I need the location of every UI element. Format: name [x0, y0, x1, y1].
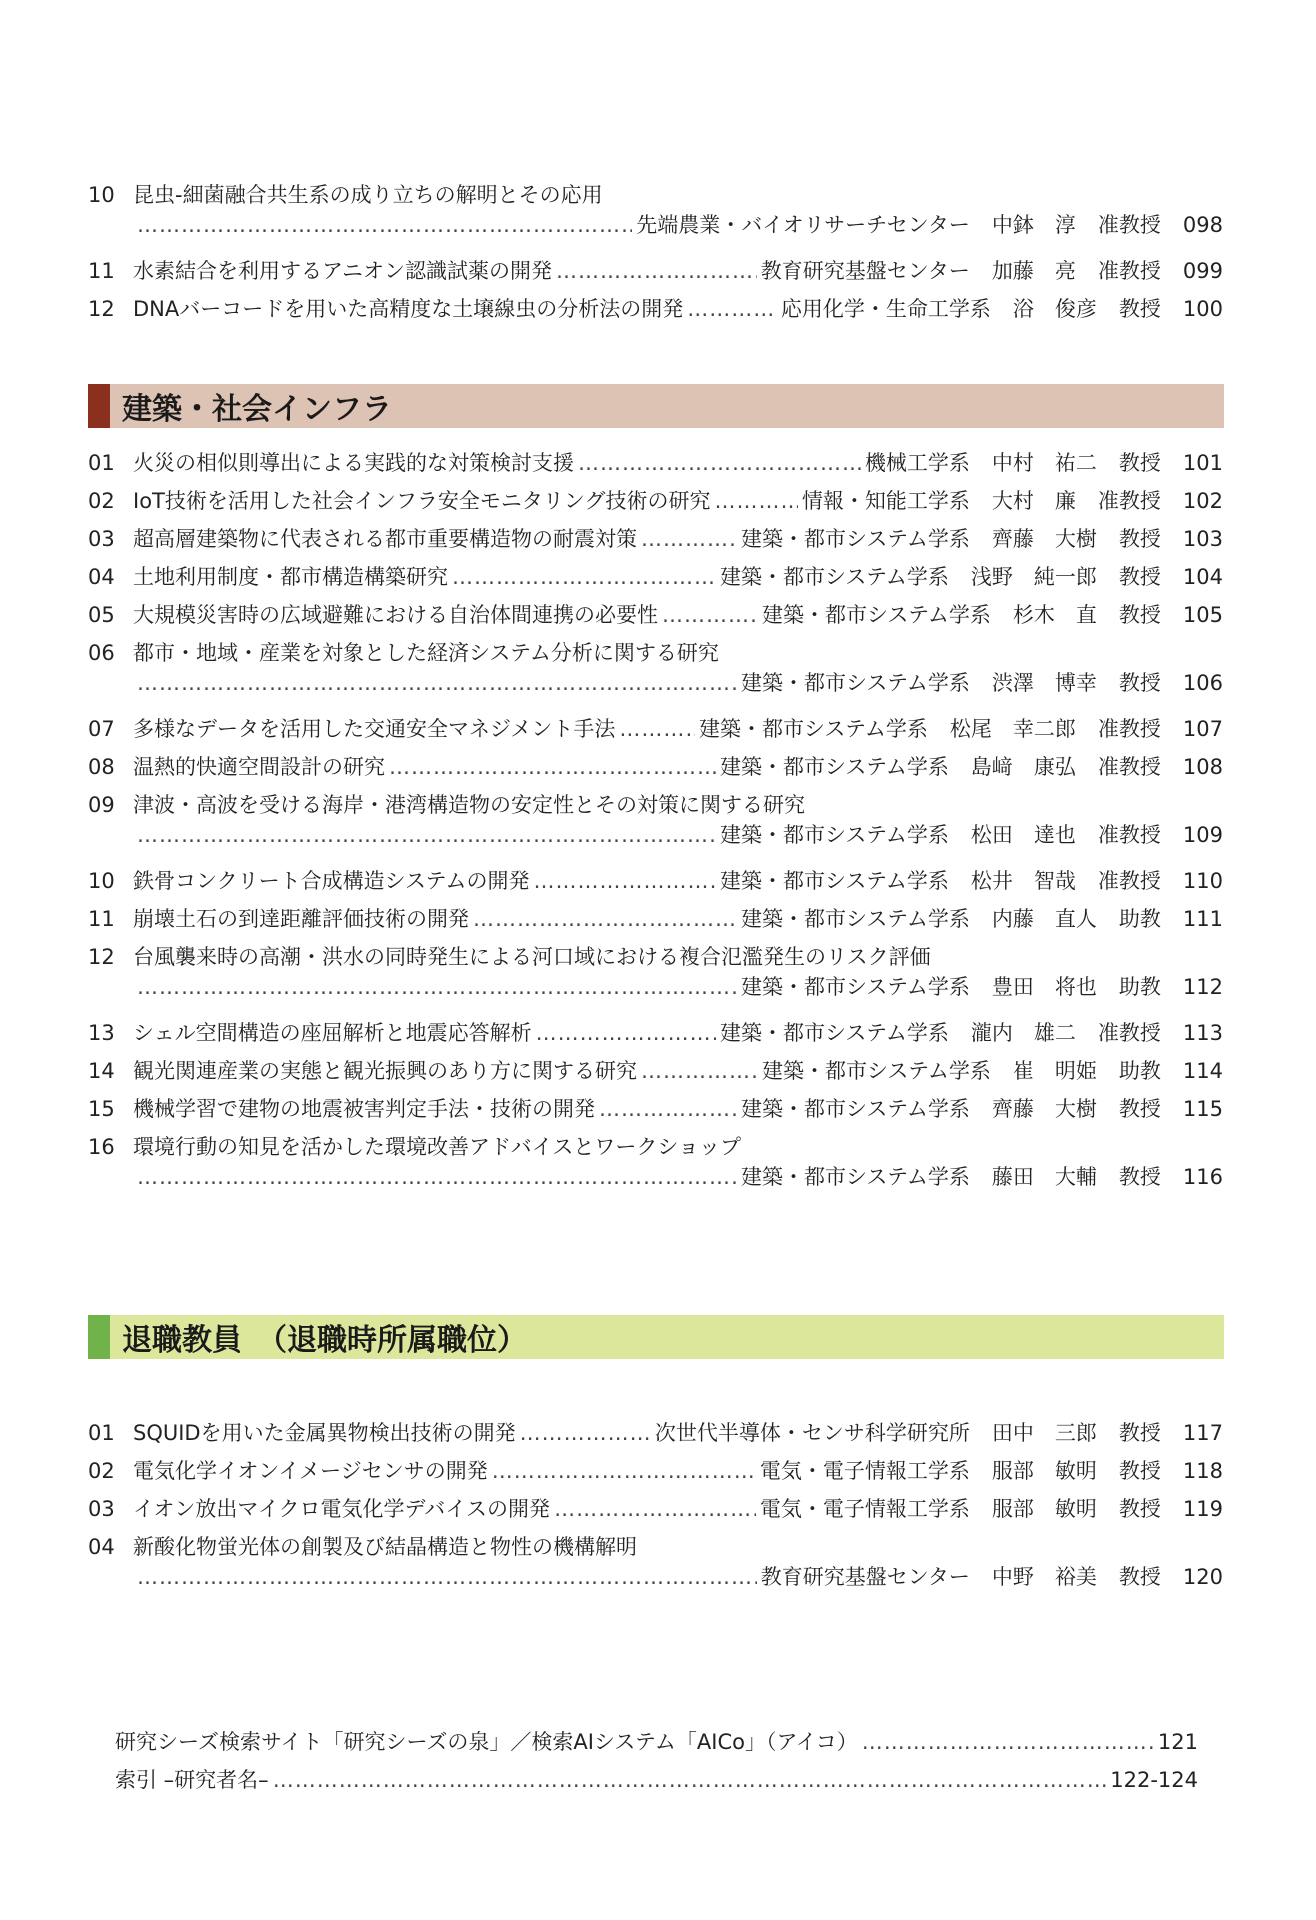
toc-entry[interactable] — [88, 713, 1223, 743]
rank: 准教授 — [1097, 213, 1161, 237]
entry-line — [88, 903, 1223, 933]
entry-line — [88, 561, 1223, 591]
entry-meta — [741, 971, 1223, 1001]
researcher-name: 服部 敏明 — [991, 1497, 1097, 1521]
rank: 教授 — [1118, 565, 1161, 589]
page-number: 116 — [1182, 1165, 1223, 1189]
rank: 准教授 — [1097, 717, 1161, 741]
page-number: 112 — [1182, 975, 1223, 999]
researcher-name: 浴 俊彦 — [1012, 297, 1097, 321]
entry-number: 07 — [88, 717, 115, 741]
entry-line — [88, 1093, 1223, 1123]
page-number: 110 — [1182, 869, 1223, 893]
entry-title: IoT技術を活用した社会インフラ安全モニタリング技術の研究 — [133, 489, 711, 513]
toc-entry[interactable] — [88, 1055, 1223, 1085]
entry-number: 01 — [88, 451, 115, 475]
page-number: 119 — [1182, 1497, 1223, 1521]
entry-meta — [720, 751, 1223, 781]
entry-title: 昆虫-細菌融合共生系の成り立ちの解明とその応用 — [133, 183, 603, 207]
toc-entry[interactable] — [88, 179, 1223, 239]
heading-accent-bar — [88, 384, 110, 428]
rank: 教授 — [1118, 527, 1161, 551]
leader-dots — [641, 527, 737, 551]
page-number: 101 — [1182, 451, 1223, 475]
researcher-name: 瀧内 雄二 — [970, 1021, 1076, 1045]
rank: 教授 — [1118, 1097, 1161, 1121]
rank: 教授 — [1118, 1165, 1161, 1189]
entry-number: 10 — [88, 869, 115, 893]
entry-number: 03 — [88, 1497, 115, 1521]
leader-dots — [273, 1768, 1107, 1792]
entry-meta — [741, 667, 1223, 697]
toc-entry[interactable] — [88, 751, 1223, 781]
section-title: 建築・社会インフラ — [122, 392, 392, 427]
page-number: 102 — [1182, 489, 1223, 513]
toc-entry[interactable] — [88, 1455, 1223, 1485]
entry-meta — [720, 865, 1223, 895]
footer-label: 研究シーズ検索サイト「研究シーズの泉」／検索AIシステム「AICo」（アイコ） — [115, 1730, 858, 1754]
entry-title: SQUIDを用いた金属異物検出技術の開発 — [133, 1421, 516, 1445]
entry-line — [88, 599, 1223, 629]
toc-entry[interactable] — [88, 1131, 1223, 1191]
researcher-name: 崔 明姫 — [1012, 1059, 1097, 1083]
toc-entry[interactable] — [88, 941, 1223, 1001]
department: 建築・都市システム学系 — [720, 565, 949, 589]
entry-meta — [865, 447, 1223, 477]
page-number: 114 — [1182, 1059, 1223, 1083]
entry-meta — [741, 523, 1223, 553]
entry-title-line — [88, 637, 1223, 667]
researcher-name: 中村 祐二 — [991, 451, 1097, 475]
entry-meta — [636, 209, 1223, 239]
entry-line — [88, 485, 1223, 515]
entry-line — [88, 1493, 1223, 1523]
page-number: 122-124 — [1110, 1768, 1198, 1792]
page-number: 111 — [1182, 907, 1223, 931]
entry-line — [88, 865, 1223, 895]
entry-number: 12 — [88, 945, 115, 969]
toc-entry[interactable] — [88, 903, 1223, 933]
toc-entry[interactable] — [88, 789, 1223, 849]
toc-entry[interactable] — [88, 1493, 1223, 1523]
entry-title: DNAバーコードを用いた高精度な土壌線虫の分析法の開発 — [133, 297, 684, 321]
rank: 准教授 — [1097, 259, 1161, 283]
entry-number: 09 — [88, 793, 115, 817]
toc-entry[interactable] — [88, 447, 1223, 477]
leader-dots — [452, 565, 716, 589]
heading-accent-bar — [88, 1315, 110, 1359]
entry-title: 津波・高波を受ける海岸・港湾構造物の安定性とその対策に関する研究 — [133, 793, 805, 817]
leader-dots — [520, 1421, 651, 1445]
leader-dots — [536, 1021, 716, 1045]
entry-line — [88, 1417, 1223, 1447]
entry-detail-line — [88, 1561, 1223, 1591]
page-number: 120 — [1182, 1565, 1223, 1589]
researcher-name: 大村 廉 — [991, 489, 1076, 513]
entry-title: 水素結合を利用するアニオン認識試薬の開発 — [133, 259, 552, 283]
entry-title-line — [88, 179, 1223, 209]
section-heading-infra — [88, 384, 1224, 428]
rank: 教授 — [1118, 451, 1161, 475]
entry-number: 14 — [88, 1059, 115, 1083]
department: 建築・都市システム学系 — [720, 869, 949, 893]
researcher-name: 浅野 純一郎 — [970, 565, 1097, 589]
entry-detail-line — [88, 819, 1223, 849]
toc-entry[interactable] — [88, 1093, 1223, 1123]
entry-meta — [761, 255, 1223, 285]
toc-entry[interactable] — [88, 485, 1223, 515]
department: 建築・都市システム学系 — [741, 1165, 970, 1189]
rank: 准教授 — [1097, 1021, 1161, 1045]
entry-meta — [741, 1093, 1223, 1123]
entry-title: 観光関連産業の実態と観光振興のあり方に関する研究 — [133, 1059, 637, 1083]
page-number: 104 — [1182, 565, 1223, 589]
researcher-name: 島﨑 康弘 — [970, 755, 1076, 779]
toc-entry[interactable] — [88, 255, 1223, 285]
entry-line — [88, 447, 1223, 477]
department: 教育研究基盤センター — [760, 1565, 970, 1589]
entry-meta — [802, 485, 1223, 515]
entry-meta — [720, 561, 1223, 591]
department: 教育研究基盤センター — [760, 259, 970, 283]
entry-number: 04 — [88, 565, 115, 589]
page-number: 115 — [1182, 1097, 1223, 1121]
page-number: 107 — [1182, 717, 1223, 741]
toc-entry[interactable] — [88, 637, 1223, 697]
entry-meta — [761, 1561, 1223, 1591]
entry-number: 01 — [88, 1421, 115, 1445]
entry-title: 超高層建築物に代表される都市重要構造物の耐震対策 — [133, 527, 637, 551]
leader-dots — [556, 259, 757, 283]
leader-dots — [599, 1097, 737, 1121]
researcher-name: 中鉢 淳 — [991, 213, 1076, 237]
entry-number: 13 — [88, 1021, 115, 1045]
toc-entry[interactable] — [88, 1017, 1223, 1047]
department: 建築・都市システム学系 — [720, 823, 949, 847]
entry-title: 都市・地域・産業を対象とした経済システム分析に関する研究 — [133, 641, 719, 665]
entry-title-line — [88, 789, 1223, 819]
rank: 教授 — [1118, 1565, 1161, 1589]
department: 建築・都市システム学系 — [741, 527, 970, 551]
leader-dots — [641, 1059, 758, 1083]
department: 建築・都市システム学系 — [762, 1059, 991, 1083]
rank: 教授 — [1118, 1459, 1161, 1483]
entry-title-line — [88, 1531, 1223, 1561]
page-number: 098 — [1182, 213, 1223, 237]
entry-title: イオン放出マイクロ電気化学デバイスの開発 — [133, 1497, 551, 1521]
department: 機械工学系 — [864, 451, 970, 475]
researcher-name: 齊藤 大樹 — [991, 1097, 1097, 1121]
entry-line — [88, 751, 1223, 781]
department: 建築・都市システム学系 — [699, 717, 928, 741]
researcher-name: 中野 裕美 — [991, 1565, 1097, 1589]
researcher-name: 松尾 幸二郎 — [949, 717, 1076, 741]
entry-number: 02 — [88, 489, 115, 513]
section-title: 退職教員 （退職時所属職位） — [122, 1323, 527, 1358]
entry-title: 土地利用制度・都市構造構築研究 — [133, 565, 448, 589]
entry-title: 火災の相似則導出による実践的な対策検討支援 — [133, 451, 574, 475]
rank: 准教授 — [1097, 489, 1161, 513]
entry-number: 16 — [88, 1135, 115, 1159]
entry-title: 環境行動の知見を活かした環境改善アドバイスとワークショップ — [133, 1135, 741, 1159]
page-number: 118 — [1182, 1459, 1223, 1483]
rank: 准教授 — [1097, 755, 1161, 779]
entry-number: 12 — [88, 297, 115, 321]
toc-entry[interactable] — [88, 561, 1223, 591]
page-number: 106 — [1182, 671, 1223, 695]
leader-dots — [137, 1165, 737, 1189]
leader-dots — [687, 297, 777, 321]
entry-line — [88, 1455, 1223, 1485]
department: 応用化学・生命工学系 — [780, 297, 991, 321]
entry-title-line — [88, 1131, 1223, 1161]
entry-title: 新酸化物蛍光体の創製及び結晶構造と物性の機構解明 — [133, 1535, 637, 1559]
page-number: 100 — [1182, 297, 1223, 321]
leader-dots — [578, 451, 861, 475]
entry-number: 04 — [88, 1535, 115, 1559]
leader-dots — [137, 975, 737, 999]
leader-dots — [137, 671, 737, 695]
entry-line — [88, 523, 1223, 553]
entry-number: 08 — [88, 755, 115, 779]
toc-entry[interactable] — [88, 599, 1223, 629]
footer-label: 索引 –研究者名– — [115, 1768, 269, 1792]
department: 建築・都市システム学系 — [720, 755, 949, 779]
page-number: 109 — [1182, 823, 1223, 847]
researcher-name: 豊田 将也 — [991, 975, 1097, 999]
rank: 助教 — [1118, 907, 1161, 931]
entry-number: 11 — [88, 259, 115, 283]
entry-title: 温熱的快適空間設計の研究 — [133, 755, 385, 779]
entry-meta — [655, 1417, 1223, 1447]
entry-number: 11 — [88, 907, 115, 931]
researcher-name: 齊藤 大樹 — [991, 527, 1097, 551]
page-number: 099 — [1182, 259, 1223, 283]
toc-entry[interactable] — [88, 1417, 1223, 1447]
leader-dots — [662, 603, 758, 627]
entry-number: 15 — [88, 1097, 115, 1121]
entry-number: 10 — [88, 183, 115, 207]
rank: 教授 — [1118, 1497, 1161, 1521]
researcher-name: 内藤 直人 — [991, 907, 1097, 931]
toc-entry[interactable] — [88, 1531, 1223, 1591]
entry-meta — [762, 1055, 1223, 1085]
entry-line — [88, 1055, 1223, 1085]
footer-index-line[interactable] — [115, 1764, 1198, 1794]
rank: 教授 — [1118, 297, 1161, 321]
department: 建築・都市システム学系 — [762, 603, 991, 627]
leader-dots — [619, 717, 695, 741]
entry-number: 06 — [88, 641, 115, 665]
section-heading-retired — [88, 1315, 1224, 1359]
department: 建築・都市システム学系 — [741, 975, 970, 999]
department: 建築・都市システム学系 — [741, 1097, 970, 1121]
department: 先端農業・バイオリサーチセンター — [636, 213, 970, 237]
entry-line — [88, 1017, 1223, 1047]
entry-title: 鉄骨コンクリート合成構造システムの開発 — [133, 869, 530, 893]
entry-meta — [741, 1161, 1223, 1191]
entry-line — [88, 255, 1223, 285]
rank: 准教授 — [1097, 823, 1161, 847]
entry-meta — [720, 819, 1223, 849]
researcher-name: 松井 智哉 — [970, 869, 1076, 893]
entry-meta — [760, 1455, 1223, 1485]
toc-entry[interactable] — [88, 293, 1223, 323]
entry-title: 多様なデータを活用した交通安全マネジメント手法 — [133, 717, 616, 741]
researcher-name: 服部 敏明 — [991, 1459, 1097, 1483]
leader-dots — [473, 907, 737, 931]
page-number: 108 — [1182, 755, 1223, 779]
entry-number: 02 — [88, 1459, 115, 1483]
researcher-name: 松田 達也 — [970, 823, 1076, 847]
entry-detail-line — [88, 209, 1223, 239]
entry-meta — [781, 293, 1223, 323]
entry-title: 崩壊土石の到達距離評価技術の開発 — [133, 907, 469, 931]
page-number: 117 — [1182, 1421, 1223, 1445]
leader-dots — [533, 869, 716, 893]
rank: 教授 — [1118, 603, 1161, 627]
entry-detail-line — [88, 667, 1223, 697]
leader-dots — [389, 755, 716, 779]
toc-entry[interactable] — [88, 865, 1223, 895]
rank: 准教授 — [1097, 869, 1161, 893]
researcher-name: 田中 三郎 — [991, 1421, 1097, 1445]
department: 建築・都市システム学系 — [741, 907, 970, 931]
entry-title: 大規模災害時の広域避難における自治体間連携の必要性 — [133, 603, 658, 627]
leader-dots — [137, 213, 632, 237]
researcher-name: 藤田 大輔 — [991, 1165, 1097, 1189]
department: 情報・知能工学系 — [801, 489, 970, 513]
entry-line — [88, 293, 1223, 323]
footer-index-line[interactable] — [115, 1726, 1198, 1756]
department: 電気・電子情報工学系 — [759, 1497, 970, 1521]
leader-dots — [137, 1565, 757, 1589]
entry-number: 03 — [88, 527, 115, 551]
page-number: 105 — [1182, 603, 1223, 627]
entry-meta — [699, 713, 1223, 743]
entry-meta — [720, 1017, 1223, 1047]
entry-line — [88, 713, 1223, 743]
leader-dots — [492, 1459, 756, 1483]
department: 建築・都市システム学系 — [720, 1021, 949, 1045]
researcher-name: 杉木 直 — [1012, 603, 1097, 627]
entry-detail-line — [88, 971, 1223, 1001]
rank: 助教 — [1118, 975, 1161, 999]
rank: 助教 — [1118, 1059, 1161, 1083]
department: 電気・電子情報工学系 — [759, 1459, 970, 1483]
leader-dots — [714, 489, 797, 513]
department: 建築・都市システム学系 — [741, 671, 970, 695]
page-number: 103 — [1182, 527, 1223, 551]
researcher-name: 渋澤 博幸 — [991, 671, 1097, 695]
researcher-name: 加藤 亮 — [991, 259, 1076, 283]
leader-dots — [862, 1730, 1154, 1754]
entry-title: 台風襲来時の高潮・洪水の同時発生による河口域における複合氾濫発生のリスク評価 — [133, 945, 931, 969]
rank: 教授 — [1118, 1421, 1161, 1445]
entry-title: 機械学習で建物の地震被害判定手法・技術の開発 — [133, 1097, 595, 1121]
toc-entry[interactable] — [88, 523, 1223, 553]
leader-dots — [554, 1497, 756, 1521]
page-number: 121 — [1157, 1730, 1198, 1754]
entry-title: 電気化学イオンイメージセンサの開発 — [133, 1459, 488, 1483]
entry-number: 05 — [88, 603, 115, 627]
entry-meta — [760, 1493, 1223, 1523]
entry-meta — [762, 599, 1223, 629]
entry-title: シェル空間構造の座屈解析と地震応答解析 — [133, 1021, 532, 1045]
entry-title-line — [88, 941, 1223, 971]
entry-detail-line — [88, 1161, 1223, 1191]
department: 次世代半導体・センサ科学研究所 — [654, 1421, 970, 1445]
leader-dots — [137, 823, 716, 847]
rank: 教授 — [1118, 671, 1161, 695]
page-number: 113 — [1182, 1021, 1223, 1045]
entry-meta — [741, 903, 1223, 933]
